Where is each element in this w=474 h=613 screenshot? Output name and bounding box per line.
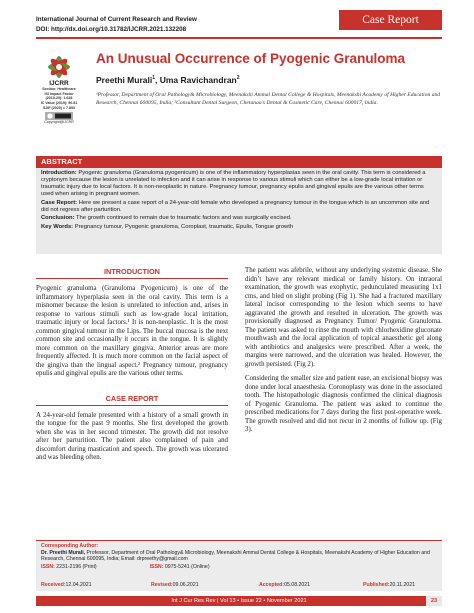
published-value: 20.11.2021 bbox=[389, 582, 416, 588]
journal-header bbox=[36, 15, 336, 35]
issn-online: 0975-5241 (Online) bbox=[163, 564, 210, 571]
published-label: Published: bbox=[363, 582, 390, 588]
issn-label: ISSN: bbox=[41, 564, 55, 571]
revised-label: Revised: bbox=[151, 582, 173, 588]
section-divider bbox=[36, 405, 228, 406]
header-divider bbox=[36, 37, 442, 39]
corresponding-author-label: Corresponding Author: bbox=[41, 543, 99, 549]
page-number: 23 bbox=[426, 596, 442, 606]
case-report-body: A 24-year-old female presented with a history of a small growth in the tongue for the past 9 months. She first developed the growth when she was in her second trimester. The growth did not resolve after her parturition. The patient also complained of pain and discomfort during mastication and speech. The growth was ulcerated and was bleeding often. bbox=[36, 411, 228, 461]
ijcrr-star-icon bbox=[46, 55, 72, 79]
accepted-label: Accepted: bbox=[259, 582, 285, 588]
issn-print: 2231-2196 (Print) bbox=[54, 564, 97, 571]
received-label: Received: bbox=[41, 582, 66, 588]
abstract-conclusion bbox=[41, 215, 437, 222]
author-marker: 1 bbox=[152, 75, 155, 82]
abstract-heading: ABSTRACT bbox=[36, 156, 442, 168]
corresponding-author-details bbox=[41, 550, 437, 563]
accepted-date bbox=[259, 582, 311, 589]
right-column bbox=[245, 267, 442, 435]
introduction-body: Pyogenic granuloma (Granuloma Pyogenicum) is one of the inflammatory hyperplasia seen in the oral cavity. This term is a misnomer because the lesion is unrelated to infection and, arises in response to various stimuli such as low-grade local irritation, traumatic injury or local factors.¹ It is non-neoplastic. It is the most common gingival tumour in the Lips. The buccal mucosa is the next common site and occasionally it occurs in the tongue. It is slightly more common on the maxillary gingiva. Anterior areas are more frequently affected. It is much more common on the facial aspect of the gingiva than the lingual aspect.² Pregnancy tumour, pregnancy epulis and gingival epulis are the various other terms. bbox=[36, 285, 228, 377]
abstract-label: Introduction: bbox=[41, 170, 77, 176]
issn-label: ISSN: bbox=[149, 564, 164, 571]
case-report-heading: CASE REPORT bbox=[105, 393, 159, 403]
abstract-panel bbox=[36, 168, 442, 254]
page-footer-bar bbox=[36, 596, 442, 606]
abstract-text: Pregnancy tumour, Pyogenic granuloma, Coroplast, traumatic, Epulis, Tongue growth bbox=[73, 223, 294, 230]
author-name: Preethi Murali bbox=[96, 75, 153, 85]
corresponding-author-box bbox=[36, 540, 442, 591]
corresponding-author-name: Dr. Preethi Murali, bbox=[41, 549, 86, 556]
abstract-text: The growth continued to remain due to traumatic factors and was surgically excised. bbox=[74, 215, 292, 222]
logo-meta-line: ISI Impact Factor bbox=[44, 91, 74, 96]
abstract-case-report bbox=[41, 200, 437, 214]
abstract-label: Key Words: bbox=[41, 223, 74, 230]
treatment-body: Considering the smaller size and patient ease, an excisional biopsy was done under local anaesthesia. Coronoplasty was done in the associated tooth. The histopathologic diagnosis confirmed the clinical diagnosis of Pyogenic Granuloma. The patient was asked to continue the prescribed medications for 7 days during the first post-operative week. The growth resolved and did not recur in 2 months of follow up. (Fig 3). bbox=[245, 375, 442, 433]
received-value: 12.04.2021 bbox=[65, 582, 92, 588]
article-title: An Unusual Occurrence of Pyogenic Granuloma bbox=[96, 51, 406, 66]
affiliations: ¹Professor, Department of Oral Pathology& Microbiology, Meenakshi Ammal Dental College & Hospitals, Meenakshi Academy of Higher Education and Research, Chennai 600095, India; ²Consultant Dental Surgeon, Chetanaa’s Dental & Cosmetic Care, Chennai 600017, India. bbox=[96, 92, 441, 106]
logo-meta-line: SJIF (2020) = 7.893 bbox=[42, 105, 76, 110]
corresponding-author-text: Professor, Department of Oral Pathology& Microbiology, Meenakshi Ammal Dental College & Hospitals, Meenakshi Academy of Higher Education and Research, Chennai 600095, India; Email: drpreethy@gmail.com bbox=[41, 549, 430, 563]
abstract-label: Case Report: bbox=[41, 199, 78, 206]
doi-link[interactable]: DOI: http://dx.doi.org/10.31782/IJCRR.2021.132208 bbox=[36, 26, 187, 33]
published-date bbox=[363, 582, 416, 589]
abstract-text: Pyogenic granuloma (Granuloma pyogenicum) is one of the inflammatory hyperplasias seen in the oral cavity. This term is considered a cryptonym because the lesion is unrelated to infection and it can arise in response to various stimuli which can either be a low-grade local irritation or traumatic injury due to local factors. It is non-neoplastic in nature. Pregnancy tumour, pregnancy epulis and gingival epulis are the various other terms used when arising in pregnant women. bbox=[41, 170, 426, 197]
creative-commons-icon bbox=[45, 112, 73, 120]
journal-citation: Int J Cur Res Rev | Vol 13 • Issue 22 • November 2021 bbox=[171, 598, 307, 604]
clinical-findings-body: The patient was afebrile, without any underlying systemic disease. She didn’t have any relevant medical or family history. On intraoral examination, the growth was exophytic, pedunculated measuring 1x1 cms, and bled on slight probing (Fig 1). She had a fractured maxillary lateral incisor corresponding to the lesion which seems to have aggravated the growth and resulted in ulceration. The growth was provisionally diagnosed as Pregnancy Tumor/ Pyogenic Granuloma. The patient was asked to rinse the mouth with chlorhexidine gluconate mouthwash and the local application of topical anaesthetic gel along with antibiotics and analgesics were prescribed. After a week, the margins were narrowed, and the ulceration was healed. However, the growth persisted. (Fig 2). bbox=[245, 267, 442, 368]
introduction-heading: INTRODUCTION bbox=[104, 267, 160, 276]
section-divider bbox=[36, 278, 228, 279]
article-type-badge: Case Report bbox=[339, 10, 442, 30]
abstract-keywords bbox=[41, 224, 437, 231]
abstract-text: Here we present a case report of a 24-year-old female who developed a pregnancy tumour in the tongue which is an uncommon site and did not regress after parturition. bbox=[41, 199, 430, 213]
logo-meta-line: (2019-20): 1.628 bbox=[45, 96, 73, 101]
received-date bbox=[41, 582, 92, 589]
logo-meta-line: Section: Healthcare bbox=[42, 87, 76, 91]
logo-name: IJCRR bbox=[49, 80, 69, 87]
logo-meta-line: IC Value (2019): 90.81 bbox=[40, 101, 78, 106]
left-column bbox=[36, 268, 228, 463]
abstract-introduction bbox=[41, 170, 437, 198]
journal-logo bbox=[36, 55, 82, 124]
issn-line bbox=[41, 564, 437, 571]
abstract-label: Conclusion: bbox=[41, 215, 75, 222]
revised-value: 09.06.2021 bbox=[172, 582, 199, 588]
accepted-value: 05.08.2021 bbox=[284, 582, 311, 588]
article-dates bbox=[41, 582, 437, 590]
author-marker: 2 bbox=[236, 75, 240, 82]
journal-name: International Journal of Current Research and Review bbox=[36, 16, 197, 23]
revised-date bbox=[151, 582, 199, 589]
author-list: Preethi Murali$^1$, Uma Ravichandran$^2$ bbox=[96, 75, 240, 85]
copyright-text: Copyright@IJCRR bbox=[44, 119, 74, 124]
author-name: Uma Ravichandran bbox=[159, 75, 237, 85]
